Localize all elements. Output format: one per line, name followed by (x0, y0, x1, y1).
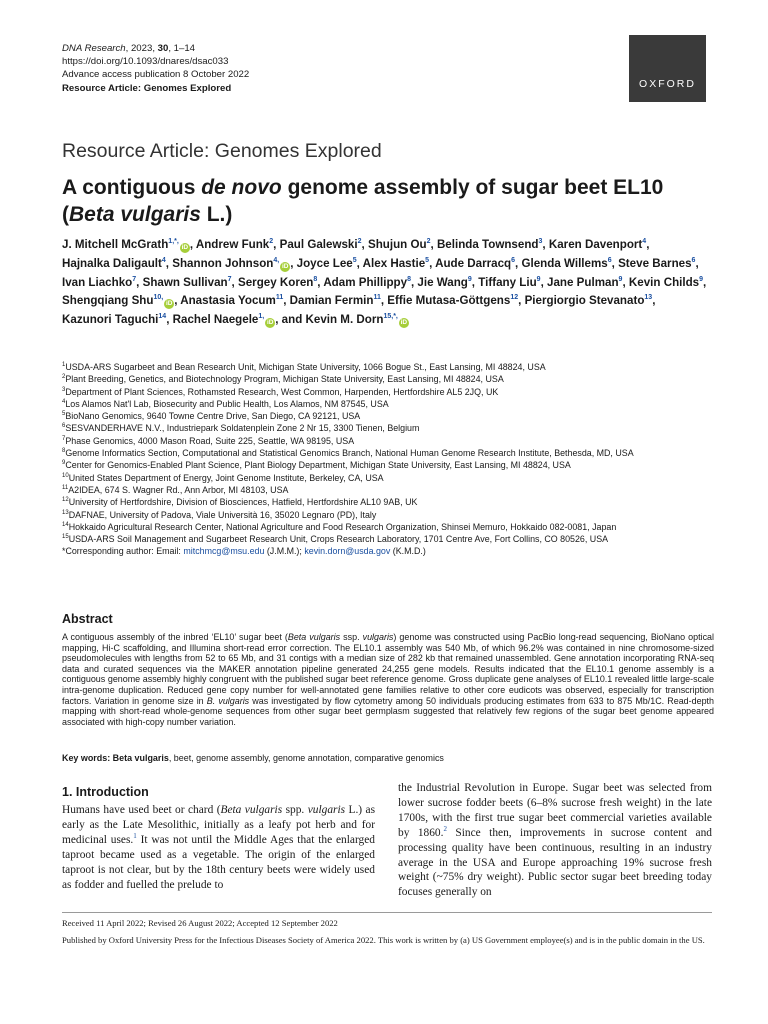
author-affiliation-ref[interactable]: 5 (425, 256, 430, 264)
affiliation-number: 5 (62, 411, 66, 418)
author-name: Tiffany Liu (478, 275, 537, 289)
author-name: Damian Fermin (289, 294, 374, 308)
author-name: Sergey Koren (238, 275, 314, 289)
affiliation-number: 3 (62, 386, 66, 393)
affiliation-text: DAFNAE, University of Padova, Viale Università 16, 35020 Legnaro (PD), Italy (68, 509, 377, 520)
author (297, 257, 357, 270)
abstract-seg-1: A contiguous assembly of the inbred ‘EL10’ sugar beet ( (62, 632, 288, 642)
email-link-1[interactable]: mitchmcg@msu.edu (183, 546, 265, 557)
abstract-seg-4: was investigated by flow cytometry among 50 individuals producing estimates from 633 to 875 Mb/1C. Read-depth mapping with short-read whole-genome sequences from other sugar beet germplasm suggested that relatively few regions of the sugar beet genome appeared associated with high-copy number variation. (62, 695, 714, 727)
author (363, 257, 429, 270)
author (618, 257, 695, 270)
author (549, 238, 646, 251)
abstract-italic-1: Beta vulgaris (287, 632, 341, 642)
author-name: Andrew Funk (195, 238, 270, 251)
reference-link[interactable]: 2 (443, 824, 447, 833)
abstract-italic-3: B. vulgaris (206, 695, 250, 706)
author-name: Kevin M. Dorn (305, 313, 384, 327)
orcid-icon[interactable]: iD (266, 319, 274, 327)
keyword-bold-term: Beta vulgaris (112, 753, 169, 763)
author (62, 313, 166, 326)
author (478, 276, 540, 289)
journal-volume: 30 (157, 43, 169, 54)
author-affiliation-ref[interactable]: 10, (153, 294, 164, 302)
reference-link[interactable]: 1 (133, 832, 137, 841)
author-name: Adam Phillippy (323, 275, 408, 289)
intro-left-seg-3: L.) as early as the Late Mesolithic, initially as a leafy pot herb and for medicinal uses. (62, 804, 375, 846)
affiliation-number: 8 (62, 448, 66, 455)
affiliation-list (62, 361, 722, 558)
oxford-logo[interactable] (629, 35, 706, 102)
author-affiliation-ref[interactable]: 2 (269, 238, 274, 246)
author-affiliation-ref[interactable]: 8 (313, 275, 318, 283)
keywords-label: Key words: (62, 753, 113, 763)
author-name: Jane Pulman (547, 275, 619, 289)
affiliation-text: Genome Informatics Section, Computational and Statistical Genomics Branch, National Human Genome Research Institute, Bethesda, MD, USA (65, 448, 634, 459)
journal-meta (62, 42, 249, 95)
intro-column-right (398, 781, 712, 900)
author-affiliation-ref[interactable]: 5 (352, 256, 357, 264)
intro-left-seg-2: spp. (282, 804, 308, 816)
license-note: Published by Oxford University Press for the Infectious Diseases Society of America 2022. This work is written by (a) US Government employee(s) and is in the public domain in the US. (62, 935, 705, 945)
affiliation-text: University of Hertfordshire, Division of Biosciences, Hatfield, Hertfordshire AL10 9AB, UK (68, 497, 418, 508)
article-type-heading: Resource Article: Genomes Explored (62, 140, 382, 162)
affiliation-items (62, 361, 722, 545)
author (143, 276, 232, 289)
author-affiliation-ref[interactable]: 9 (536, 275, 541, 283)
author (306, 313, 409, 326)
author-name: Glenda Willems (521, 256, 608, 270)
author (62, 294, 174, 307)
affiliation-text: SESVANDERHAVE N.V., Industriepark Soldatenplein Zone 2 Nr 15, 3300 Tienen, Belgium (65, 423, 420, 434)
affiliation-item (62, 410, 722, 422)
affiliation-number: 6 (62, 423, 66, 430)
article-title (62, 174, 712, 228)
orcid-icon[interactable]: iD (165, 300, 173, 308)
intro-right-seg-1: the Industrial Revolution in Europe. Sugar beet was selected from lower sucrose fodder beets (6–8% sucrose fresh weight) in the late 1700s, with the first true sugar beet commercial varieties available by 1860. (398, 782, 712, 839)
author-name: Shawn Sullivan (142, 275, 228, 289)
oxford-logo-text: OXFORD (639, 78, 696, 90)
author-affiliation-ref[interactable]: 7 (227, 275, 232, 283)
affiliation-text: United States Department of Energy, Joint Genome Institute, Berkeley, CA, USA (68, 472, 384, 483)
title-part-1: A contiguous (62, 176, 202, 199)
author-name: Aude Darracq (435, 256, 512, 270)
author-affiliation-ref[interactable]: 1,*, (168, 238, 179, 246)
author-name: Effie Mutasa-Göttgens (387, 294, 511, 308)
intro-left-italic-2: vulgaris (307, 804, 346, 816)
author-affiliation-ref[interactable]: 7 (132, 275, 137, 283)
affiliation-text: Center for Genomics-Enabled Plant Science, Plant Biology Department, Michigan State University, East Lansing, MI 48824, USA (65, 460, 571, 471)
abstract-italic-2: vulgaris (362, 632, 394, 642)
affiliation-text: Plant Breeding, Genetics, and Biotechnology Program, Michigan State University, East Lansing, MI 48824, USA (65, 374, 504, 385)
affiliation-number: 15 (62, 534, 69, 541)
affiliation-number: 9 (62, 460, 66, 467)
author (172, 257, 290, 270)
orcid-icon[interactable]: iD (181, 244, 189, 251)
affiliation-number: 1 (62, 362, 66, 369)
advance-access: Advance access publication 8 October 2022 (62, 69, 250, 81)
affiliation-text: A2IDEA, 674 S. Wagner Rd., Ann Arbor, MI 48103, USA (68, 484, 289, 495)
journal-pages: 1–14 (173, 43, 196, 54)
affiliation-number: 14 (62, 521, 69, 528)
affiliation-text: Phase Genomics, 4000 Mason Road, Suite 225, Seattle, WA 98195, USA (65, 435, 355, 446)
affiliation-item (62, 521, 722, 533)
author-name: Rachel Naegele (172, 313, 259, 327)
affiliation-item (62, 447, 722, 459)
doi-link[interactable]: https://doi.org/10.1093/dnares/dsac033 (62, 56, 229, 68)
author-affiliation-ref[interactable]: 12 (510, 294, 519, 302)
author-affiliation-ref[interactable]: 6 (511, 256, 516, 264)
author (238, 276, 317, 289)
affiliation-number: 12 (62, 497, 69, 504)
author (435, 257, 515, 270)
author (196, 238, 273, 251)
affiliation-text: BioNano Genomics, 9640 Towne Centre Drive, San Diego, CA 92121, USA (65, 411, 361, 422)
author-name: J. Mitchell McGrath (62, 238, 169, 251)
keywords-rest: , beet, genome assembly, genome annotation, comparative genomics (168, 753, 444, 763)
author-name: Hajnalka Daligault (62, 256, 162, 270)
author-name: Piergiorgio Stevanato (524, 294, 645, 308)
author-name: Shujun Ou (367, 238, 427, 251)
affiliation-item (62, 484, 722, 496)
author-affiliation-ref[interactable]: 14 (158, 313, 167, 321)
author (417, 276, 471, 289)
keywords (62, 753, 714, 764)
title-italic-1: de novo (201, 176, 282, 199)
author-name: Joyce Lee (296, 256, 353, 270)
affiliation-number: 2 (62, 374, 66, 381)
author-name: Karen Davenport (548, 238, 643, 251)
affiliation-item (62, 386, 722, 398)
author-affiliation-ref[interactable]: 8 (407, 275, 411, 283)
affiliation-item (62, 509, 722, 521)
abstract-heading: Abstract (62, 612, 113, 626)
author (525, 294, 653, 307)
citation-line: DNA Research, 2023, 30, 1–14 (62, 43, 196, 54)
author-affiliation-ref[interactable]: 6 (691, 256, 696, 264)
author (387, 294, 518, 307)
affiliation-item (62, 373, 722, 385)
affiliation-item (62, 496, 722, 508)
affiliation-number: 7 (62, 435, 66, 442)
footer-divider (62, 912, 712, 913)
author-name: Shannon Johnson (172, 256, 274, 270)
affiliation-item (62, 472, 722, 484)
author (62, 257, 166, 270)
author-affiliation-ref[interactable]: 9 (618, 275, 623, 283)
title-part-2: genome assembly of sugar beet EL10 ( (62, 176, 664, 226)
author (521, 257, 611, 270)
author-affiliation-ref[interactable]: 6 (607, 256, 612, 264)
author-name: Anastasia Yocum (180, 294, 276, 308)
affiliation-number: 11 (62, 485, 69, 491)
author-affiliation-ref[interactable]: 15,*, (383, 313, 398, 321)
affiliation-text: USDA-ARS Sugarbeet and Bean Research Unit, Michigan State University, 1066 Bogue St., East Lansing, MI 48824, USA (65, 362, 546, 372)
author-list: J. Mitchell McGrath$^{1,*,}$iD , Andrew Funk$^2$, Paul Galewski$^2$, Shujun Ou$^2$, Belinda Townsend$^3$, Karen Davenport$^4$, Hajnalka Daligault$^4$, Shannon Johnson$^{4,}$iD , Joyce Lee$^5$, Alex Hastie$^5$, Aude Darracq$^6$, Glenda Willems$^6$, Steve Barnes$^6$, Ivan Liachko$^7$, Shawn Sullivan$^7$, Sergey Koren$^8$, Adam Phillippy$^8$, Jie Wang$^9$, Tiffany Liu$^9$, Jane Pulman$^9$, Kevin Childs$^9$, Shengqiang Shu$^{10,}$iD , Anastasia Yocum$^{11}$, Damian Fermin$^{11}$, Effie Mutasa-Göttgens$^{12}$, Piergiorgio Stevanato$^{13}$, Kazunori Taguchi$^{14}$, Rachel Naegele$^{1,}$iD , and Kevin M. Dorn$^{15,*,}$iD (62, 238, 707, 327)
abstract-seg-3: ) genome was constructed using PacBio long-read sequencing, BioNano optical mapping, Hi-C scaffolding, and Illumina short-read error correction. The EL10.1 assembly was 540 Mb, of which 96.2% was contained in nine chromosome-sized pseudomolecules with lengths from 52 to 65 Mb, and 31 contigs with a median size of 282 kb that remained unassembled. Gene annotation incorporating RNA-seq data and curated sequences via the MAKER annotation pipeline generated 24,255 gene models. Results indicated that the EL10.1 genome assembly is a contiguous genome assembly highly congruent with the published sugar beet reference genome. Gross duplicate gene analyses of EL10.1 revealed little large-scale intra-genome duplication. Reduced gene copy number for well-annotated gene families relative to other core eudicots was observed, especially for transcription factors. Variation in genome size in (62, 632, 714, 706)
email-link-2[interactable]: kevin.dorn@usda.gov (304, 546, 391, 557)
corresponding-mid: (J.M.M.); (264, 546, 305, 557)
author-affiliation-ref[interactable]: 4, (273, 256, 280, 264)
affiliation-text: Department of Plant Sciences, Rothamsted Research, West Common, Harpenden, Hertfordshire AL5 2JQ, UK (65, 386, 499, 397)
affiliation-item (62, 422, 722, 434)
author (547, 276, 622, 289)
author (629, 276, 703, 289)
author-name: Alex Hastie (362, 256, 426, 270)
author (437, 238, 542, 251)
intro-left-seg-4: It was not until the Middle Ages that the enlarged taproot became used as a vegetable. The origin of the enlarged taproot is not clear, but by the 18th century beets were widely used as fodder and fuelled the prelude to (62, 833, 375, 891)
author-name: Jie Wang (417, 275, 468, 289)
author (368, 238, 431, 251)
author-affiliation-ref[interactable]: 11 (275, 294, 284, 302)
author-affiliation-ref[interactable]: 4 (161, 256, 166, 264)
intro-column-left (62, 803, 375, 892)
corresponding-prefix: *Corresponding author: Email: (62, 546, 184, 557)
affiliation-number: 10 (62, 472, 69, 479)
author-affiliation-ref[interactable]: 2 (357, 238, 362, 246)
affiliation-number: 13 (62, 509, 69, 516)
journal-name: DNA Research (62, 43, 126, 54)
article-type-small: Resource Article: Genomes Explored (62, 82, 232, 94)
affiliation-text: Hokkaido Agricultural Research Center, National Agriculture and Food Research Organization, Shinsei Memuro, Hokkaido 082-0081, Japan (68, 521, 617, 532)
title-part-3: L.) (200, 203, 233, 226)
introduction-heading: 1. Introduction (62, 785, 149, 799)
author-name: Kevin Childs (628, 275, 700, 289)
corresponding-author (62, 545, 722, 557)
author-affiliation-ref[interactable]: 11 (373, 294, 381, 302)
affiliation-item (62, 398, 722, 410)
affiliation-item (62, 435, 722, 447)
intro-left-italic-1: Beta vulgaris (220, 804, 283, 816)
intro-left-seg-1: Humans have used beet or chard ( (62, 804, 221, 816)
orcid-icon[interactable]: iD (281, 262, 289, 270)
author (173, 313, 276, 326)
journal-year: 2023 (130, 43, 153, 54)
author-affiliation-ref[interactable]: 3 (538, 238, 543, 246)
affiliation-text: USDA-ARS Soil Management and Sugarbeet Research Unit, Crops Research Laboratory, 1701 Centre Ave, Fort Collins, CO 80526, USA (68, 534, 609, 545)
affiliation-item (62, 361, 722, 373)
abstract-text (62, 632, 714, 727)
abstract-seg-2: ssp. (340, 632, 363, 642)
author-name: Paul Galewski (279, 238, 358, 251)
affiliation-number: 4 (62, 398, 66, 405)
author-affiliation-ref[interactable]: 4 (642, 238, 647, 246)
author-name: Belinda Townsend (436, 238, 539, 251)
author-affiliation-ref[interactable]: 1, (258, 313, 265, 321)
author-name: Steve Barnes (618, 256, 692, 270)
author-affiliation-ref[interactable]: 13 (644, 294, 653, 302)
author (280, 238, 362, 251)
corresponding-suffix: (K.M.D.) (390, 546, 426, 557)
author-affiliation-ref[interactable]: 2 (426, 238, 431, 246)
author-name: Shengqiang Shu (62, 294, 154, 308)
affiliation-item (62, 533, 722, 545)
intro-right-seg-2: Since then, improvements in sucrose content and processing quality have been continuous, resulting in an industry average in the USA and Europe approaching 19% sucrose fresh weight (~75% dry weight). Public sector sugar beet breeding today focuses generally on (398, 826, 712, 899)
author-affiliation-ref[interactable]: 9 (699, 275, 704, 283)
author (62, 238, 190, 251)
received-dates: Received 11 April 2022; Revised 26 August 2022; Accepted 12 September 2022 (62, 918, 338, 928)
author (290, 294, 381, 307)
author-name: Kazunori Taguchi (62, 313, 159, 327)
affiliation-item (62, 459, 722, 471)
orcid-icon[interactable]: iD (400, 319, 408, 327)
title-italic-2: Beta vulgaris (69, 203, 201, 226)
author (62, 276, 136, 289)
author-name: Ivan Liachko (62, 275, 133, 289)
author (180, 294, 283, 307)
author-affiliation-ref[interactable]: 9 (467, 275, 472, 283)
affiliation-text: Los Alamos Nat'l Lab, Biosecurity and Public Health, Los Alamos, NM 87545, USA (65, 398, 389, 409)
author (323, 276, 411, 289)
